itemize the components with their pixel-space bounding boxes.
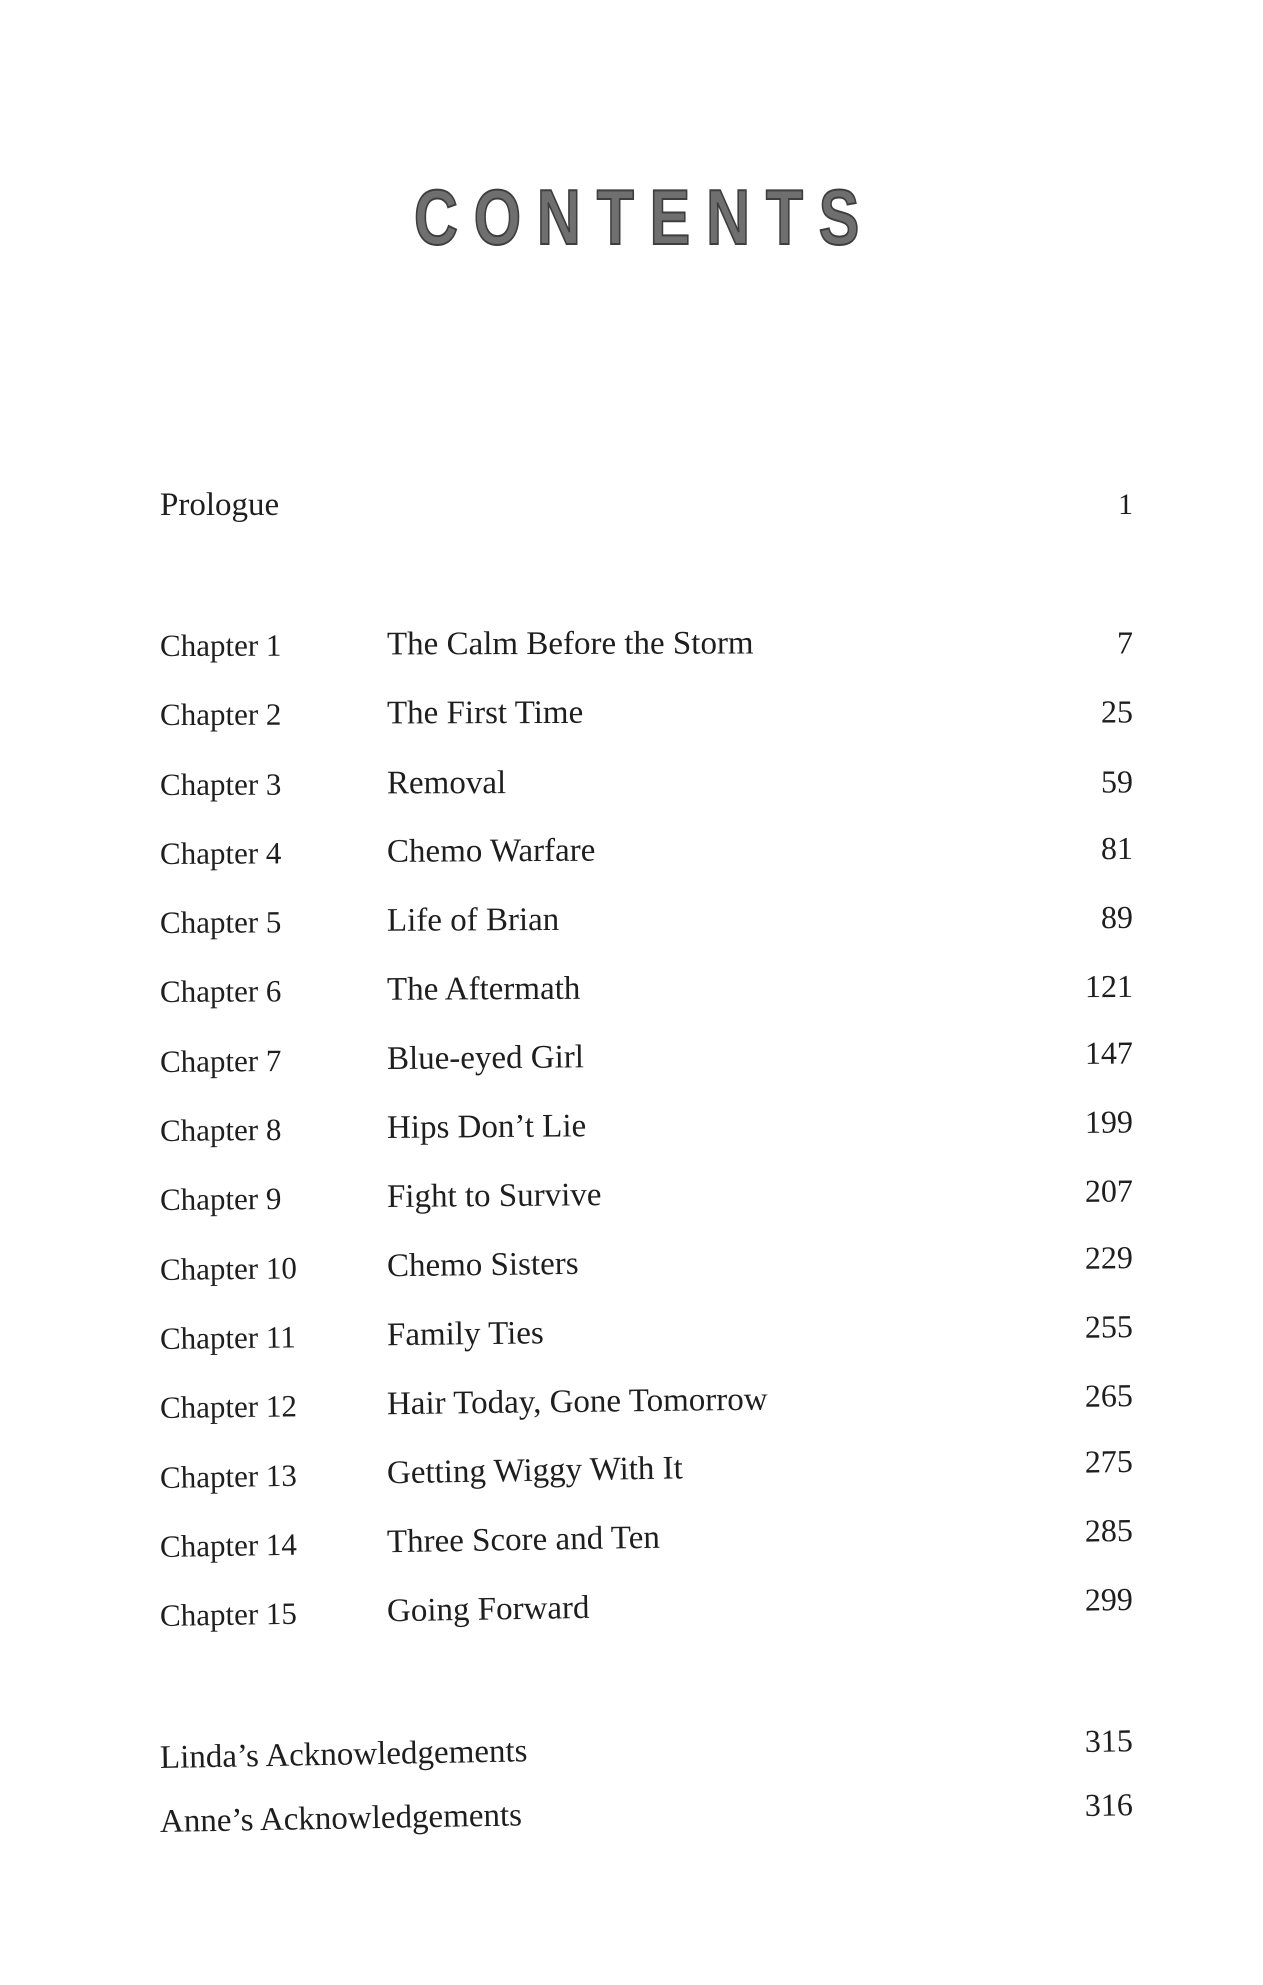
page-number: 285 [1084,1511,1134,1549]
page-number: 147 [1084,1034,1134,1071]
toc-row [160,952,1133,1026]
chapter-title: Chemo Warfare [386,832,596,870]
page-title: CONTENTS [414,173,876,261]
prologue-row [160,483,1133,527]
chapter-label: Chapter 14 [159,1526,298,1564]
chapter-label: Chapter 6 [159,973,282,1010]
back-matter-label: Linda’s Acknowledgements [159,1733,528,1776]
chapter-label: Chapter 4 [159,835,282,871]
chapter-label: Chapter 3 [159,766,282,802]
chapter-title: Chemo Sisters [386,1245,579,1284]
back-matter-label: Anne’s Acknowledgements [159,1797,523,1840]
chapter-title: Fight to Survive [386,1177,602,1216]
chapter-title: The Calm Before the Storm [386,625,754,663]
toc-row [160,678,1133,750]
page-number: 25 [1100,693,1134,730]
page-number: 255 [1084,1308,1134,1345]
chapter-label: Chapter 9 [159,1181,282,1218]
page-number: 199 [1084,1103,1134,1141]
toc-row [160,747,1133,819]
chapter-label: Chapter 2 [159,696,282,733]
chapter-title: The Aftermath [386,971,581,1009]
page-number: 81 [1100,829,1134,866]
chapter-label: Chapter 8 [159,1112,282,1149]
toc-row [160,814,1133,888]
chapter-title: Hips Don’t Lie [386,1108,587,1147]
toc-row [160,1157,1134,1235]
toc-row [160,1223,1134,1304]
page-number: 7 [1116,624,1134,661]
page-number: 207 [1084,1172,1134,1210]
chapter-label: Chapter 15 [159,1595,298,1634]
page-number: 1 [1118,488,1133,521]
chapter-label: Chapter 13 [159,1457,298,1495]
chapter-title: Family Ties [386,1315,545,1354]
chapter-title: Going Forward [386,1590,590,1630]
page-number: 316 [1084,1786,1134,1824]
chapter-title: Life of Brian [386,902,560,939]
page-number: 315 [1084,1722,1134,1760]
page-number: 265 [1084,1377,1134,1414]
back-matter-list [159,1722,1134,1854]
toc-row [160,1018,1134,1096]
chapter-title: The First Time [386,695,584,732]
page-number: 229 [1084,1238,1134,1276]
chapter-title: Getting Wiggy With It [386,1449,684,1491]
chapter-label: Chapter 11 [159,1319,296,1356]
toc-row [160,883,1133,957]
toc-row [160,1088,1134,1166]
chapter-title: Three Score and Ten [386,1519,661,1561]
chapter-title: Hair Today, Gone Tomorrow [386,1381,768,1423]
chapter-title: Removal [386,764,507,801]
chapter-title: Blue-eyed Girl [386,1039,585,1077]
toc-row [160,608,1133,680]
chapter-label: Chapter 5 [159,904,282,941]
page-number: 275 [1084,1442,1134,1480]
chapter-list [160,611,1133,1650]
page-number: 299 [1084,1581,1134,1618]
prologue-label: Prologue [160,487,280,523]
chapter-label: Chapter 7 [159,1042,282,1079]
toc-row [159,1565,1133,1650]
page-title-wrap [27,173,1263,261]
chapter-label: Chapter 1 [159,627,282,663]
page-number: 89 [1100,899,1134,936]
toc-row [160,1292,1134,1373]
chapter-label: Chapter 10 [159,1250,298,1287]
page-number: 121 [1084,968,1134,1005]
page-number: 59 [1100,763,1134,800]
chapter-label: Chapter 12 [159,1388,298,1426]
